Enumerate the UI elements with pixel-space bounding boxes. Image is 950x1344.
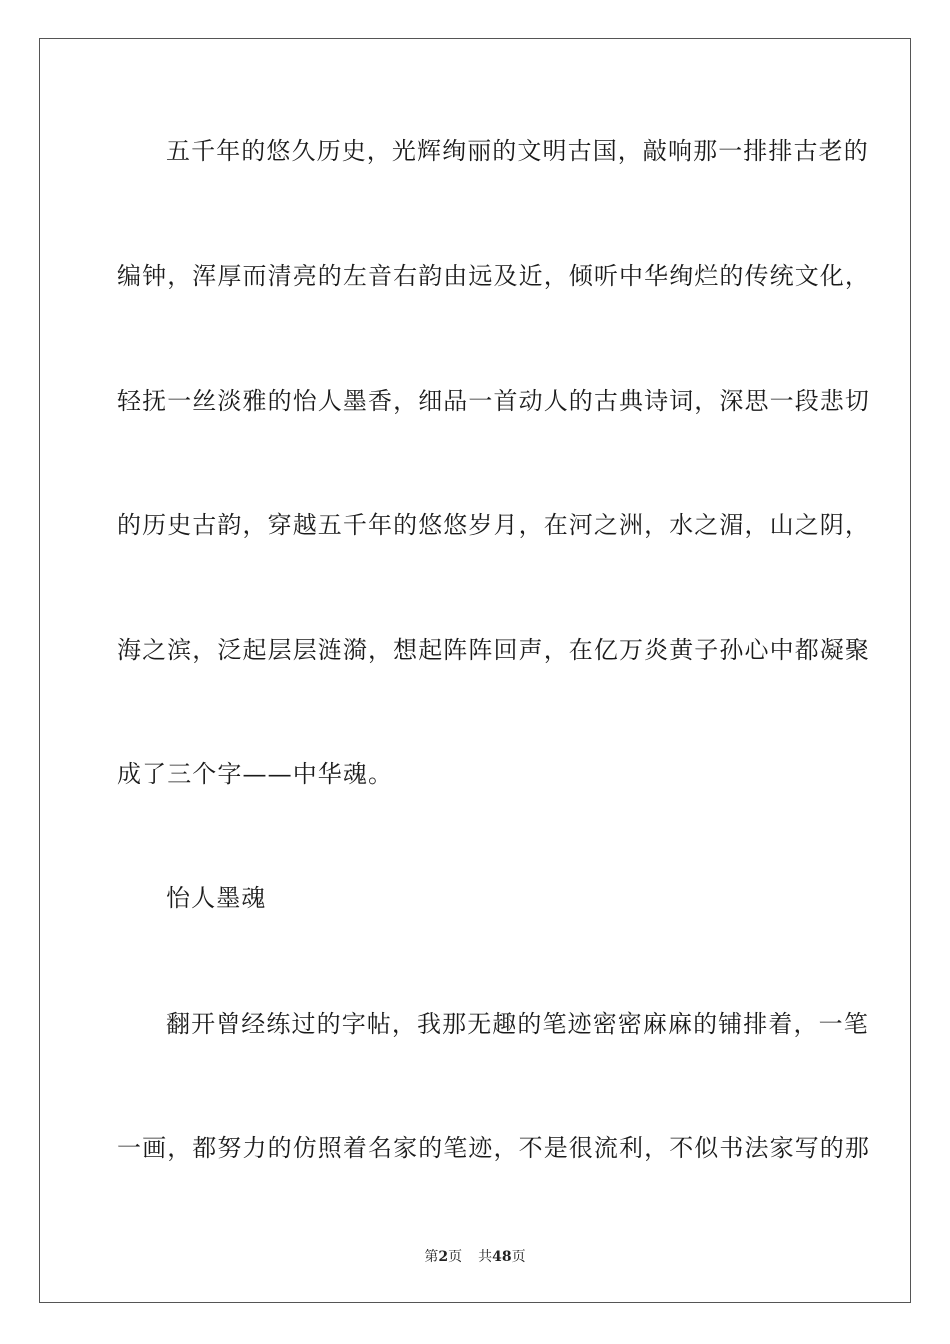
page-prefix: 第 xyxy=(424,1249,439,1265)
paragraph-line: 海之滨，泛起层层涟漪，想起阵阵回声，在亿万炎黄子孙心中都凝聚 xyxy=(117,636,870,664)
paragraph-line: 翻开曾经练过的字帖，我那无趣的笔迹密密麻麻的铺排着，一笔 xyxy=(166,1010,869,1038)
page-number: 2 xyxy=(438,1249,449,1265)
total-suffix: 页 xyxy=(511,1249,526,1265)
page-suffix: 页 xyxy=(448,1249,463,1265)
paragraph-line: 轻抚一丝淡雅的怡人墨香，细品一首动人的古典诗词，深思一段悲切 xyxy=(117,387,870,415)
paragraph-line: 成了三个字——中华魂。 xyxy=(117,760,394,788)
total-prefix: 共 xyxy=(478,1249,493,1265)
section-heading: 怡人墨魂 xyxy=(166,884,267,912)
paragraph-line: 编钟，浑厚而清亮的左音右韵由远及近，倾听中华绚烂的传统文化， xyxy=(117,262,870,290)
total-pages: 48 xyxy=(492,1249,512,1265)
paragraph-line: 的历史古韵，穿越五千年的悠悠岁月，在河之洲，水之湄，山之阴， xyxy=(117,511,870,539)
page-footer xyxy=(0,1248,950,1266)
paragraph-line: 五千年的悠久历史，光辉绚丽的文明古国，敲响那一排排古老的 xyxy=(166,137,869,165)
paragraph-line: 一画，都努力的仿照着名家的笔迹，不是很流利，不似书法家写的那 xyxy=(117,1134,870,1162)
page-border xyxy=(39,38,911,1303)
